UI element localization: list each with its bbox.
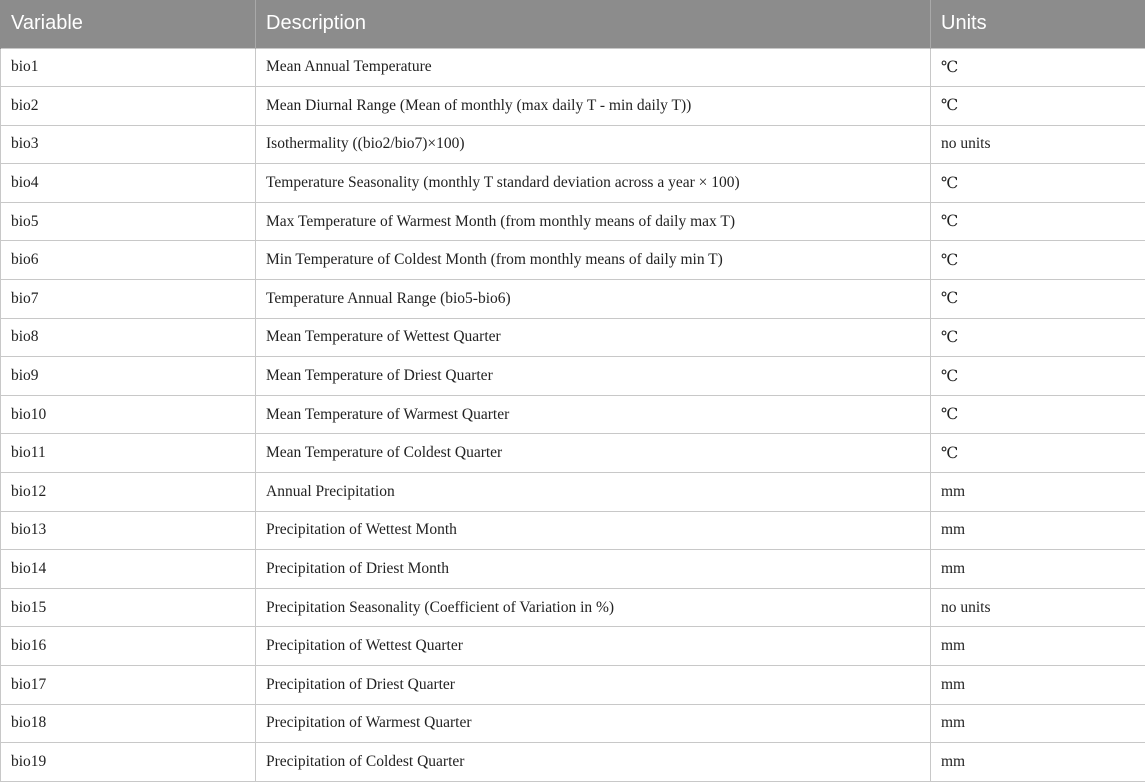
cell-variable: bio9 [1,357,256,396]
cell-description: Isothermality ((bio2/bio7)×100) [256,125,931,164]
cell-variable: bio7 [1,280,256,319]
cell-description: Max Temperature of Warmest Month (from monthly means of daily max T) [256,202,931,241]
cell-units: mm [931,627,1145,666]
cell-units: ℃ [931,434,1145,473]
cell-description: Temperature Annual Range (bio5-bio6) [256,280,931,319]
table-row [1,318,1145,357]
cell-description: Precipitation Seasonality (Coefficient of Variation in %) [256,588,931,627]
table-row [1,743,1145,782]
cell-units: ℃ [931,48,1145,87]
cell-variable: bio16 [1,627,256,666]
cell-units: ℃ [931,241,1145,280]
table-body [1,48,1145,781]
cell-variable: bio13 [1,511,256,550]
cell-description: Mean Temperature of Wettest Quarter [256,318,931,357]
table-row [1,202,1145,241]
cell-description: Mean Diurnal Range (Mean of monthly (max daily T - min daily T)) [256,87,931,126]
table-row [1,241,1145,280]
table-row [1,511,1145,550]
cell-units: mm [931,666,1145,705]
cell-units: mm [931,743,1145,782]
cell-variable: bio11 [1,434,256,473]
table-row [1,164,1145,203]
table-row [1,704,1145,743]
header-variable: Variable [1,0,256,48]
cell-variable: bio5 [1,202,256,241]
table-row [1,280,1145,319]
cell-description: Annual Precipitation [256,473,931,512]
cell-variable: bio18 [1,704,256,743]
cell-variable: bio12 [1,473,256,512]
table-row [1,48,1145,87]
header-units: Units [931,0,1145,48]
cell-units: ℃ [931,357,1145,396]
cell-units: no units [931,125,1145,164]
cell-description: Precipitation of Wettest Month [256,511,931,550]
cell-description: Precipitation of Driest Quarter [256,666,931,705]
table-row [1,434,1145,473]
cell-variable: bio1 [1,48,256,87]
cell-variable: bio15 [1,588,256,627]
cell-variable: bio6 [1,241,256,280]
table-row [1,357,1145,396]
table-header [1,0,1145,48]
cell-units: ℃ [931,280,1145,319]
cell-units: mm [931,550,1145,589]
header-description: Description [256,0,931,48]
cell-description: Precipitation of Wettest Quarter [256,627,931,666]
cell-units: ℃ [931,87,1145,126]
cell-variable: bio17 [1,666,256,705]
cell-description: Precipitation of Warmest Quarter [256,704,931,743]
cell-description: Precipitation of Coldest Quarter [256,743,931,782]
cell-variable: bio2 [1,87,256,126]
cell-units: no units [931,588,1145,627]
cell-description: Mean Temperature of Coldest Quarter [256,434,931,473]
cell-variable: bio3 [1,125,256,164]
table-row [1,666,1145,705]
table-row [1,627,1145,666]
table-row [1,87,1145,126]
cell-description: Temperature Seasonality (monthly T standard deviation across a year × 100) [256,164,931,203]
table-row [1,588,1145,627]
cell-units: mm [931,704,1145,743]
table-row [1,125,1145,164]
header-row [1,0,1145,48]
cell-variable: bio14 [1,550,256,589]
table-row [1,395,1145,434]
cell-units: ℃ [931,318,1145,357]
cell-units: ℃ [931,202,1145,241]
cell-description: Min Temperature of Coldest Month (from monthly means of daily min T) [256,241,931,280]
cell-units: mm [931,473,1145,512]
cell-variable: bio10 [1,395,256,434]
cell-variable: bio4 [1,164,256,203]
table-row [1,550,1145,589]
cell-variable: bio19 [1,743,256,782]
table-row [1,473,1145,512]
cell-description: Mean Temperature of Driest Quarter [256,357,931,396]
cell-units: mm [931,511,1145,550]
cell-description: Precipitation of Driest Month [256,550,931,589]
cell-units: ℃ [931,164,1145,203]
cell-variable: bio8 [1,318,256,357]
cell-description: Mean Annual Temperature [256,48,931,87]
cell-units: ℃ [931,395,1145,434]
cell-description: Mean Temperature of Warmest Quarter [256,395,931,434]
